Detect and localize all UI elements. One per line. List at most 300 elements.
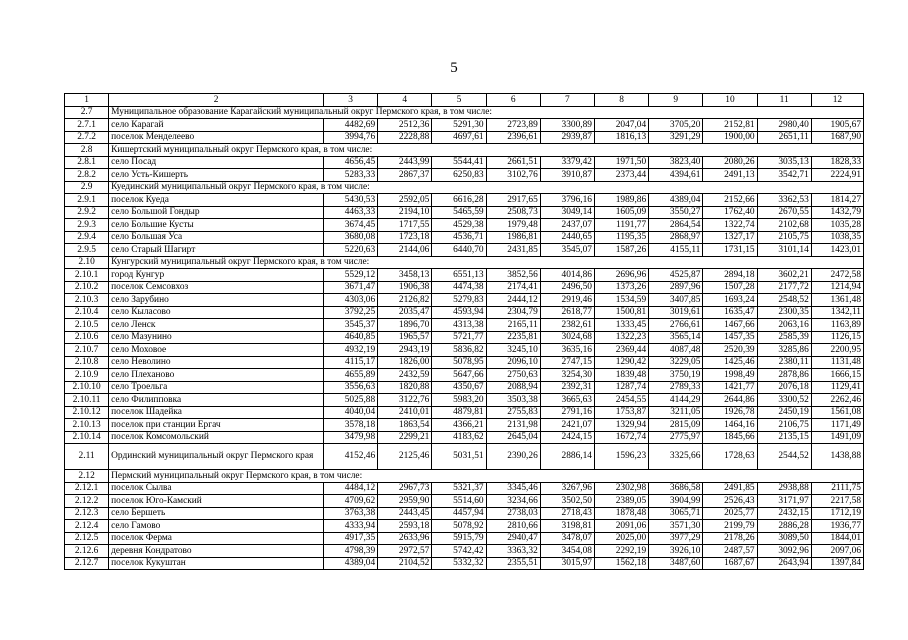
table-row — [65, 306, 864, 319]
value-cell: 6551,13 — [432, 269, 486, 282]
settlement-name: город Кунгур — [109, 269, 324, 282]
value-cell: 1717,55 — [378, 219, 432, 232]
value-cell: 2917,65 — [486, 194, 540, 207]
value-cell: 1753,87 — [594, 406, 648, 419]
value-cell: 2894,18 — [703, 269, 757, 282]
row-code: 2.9.3 — [65, 219, 109, 232]
value-cell: 2304,79 — [486, 306, 540, 319]
settlement-name: село Ленск — [109, 319, 324, 332]
settlement-name: деревня Кондратово — [109, 545, 324, 558]
value-cell: 3019,61 — [649, 306, 703, 319]
value-cell: 2228,88 — [378, 131, 432, 144]
table-row — [65, 381, 864, 394]
value-cell: 1467,66 — [703, 319, 757, 332]
value-cell: 2815,09 — [649, 419, 703, 432]
value-cell: 2392,31 — [540, 381, 594, 394]
value-cell: 2217,58 — [811, 495, 863, 508]
section-row — [65, 470, 864, 483]
value-cell: 2025,77 — [703, 507, 757, 520]
value-cell: 1195,35 — [594, 231, 648, 244]
row-code: 2.9.5 — [65, 244, 109, 257]
value-cell: 2919,46 — [540, 294, 594, 307]
value-cell: 2670,55 — [757, 206, 811, 219]
value-cell: 4350,67 — [432, 381, 486, 394]
value-cell: 2544,52 — [757, 444, 811, 470]
value-cell: 2633,96 — [378, 532, 432, 545]
value-cell: 3545,37 — [323, 319, 377, 332]
value-cell: 1131,48 — [811, 356, 863, 369]
value-cell: 1290,42 — [594, 356, 648, 369]
value-cell: 2080,26 — [703, 156, 757, 169]
value-cell: 2292,19 — [594, 545, 648, 558]
value-cell: 1839,48 — [594, 369, 648, 382]
value-cell: 2262,46 — [811, 394, 863, 407]
value-cell: 1814,27 — [811, 194, 863, 207]
settlement-name: село Бершеть — [109, 507, 324, 520]
value-cell: 4155,11 — [649, 244, 703, 257]
value-cell: 3300,89 — [540, 119, 594, 132]
value-cell: 2643,94 — [757, 557, 811, 570]
value-cell: 1926,78 — [703, 406, 757, 419]
value-cell: 3680,08 — [323, 231, 377, 244]
row-code: 2.12.6 — [65, 545, 109, 558]
value-cell: 3487,60 — [649, 557, 703, 570]
table-row — [65, 244, 864, 257]
value-cell: 1361,48 — [811, 294, 863, 307]
value-cell: 2174,41 — [486, 281, 540, 294]
value-cell: 2938,88 — [757, 482, 811, 495]
value-cell: 2450,19 — [757, 406, 811, 419]
value-cell: 4482,69 — [323, 119, 377, 132]
settlement-name: село Старый Шагирт — [109, 244, 324, 257]
value-cell: 2443,45 — [378, 507, 432, 520]
value-cell: 5836,82 — [432, 344, 486, 357]
value-cell: 1605,09 — [594, 206, 648, 219]
row-code: 2.12.5 — [65, 532, 109, 545]
value-cell: 3024,68 — [540, 331, 594, 344]
value-cell: 2111,75 — [811, 482, 863, 495]
value-cell: 2177,72 — [757, 281, 811, 294]
value-cell: 2810,66 — [486, 520, 540, 533]
settlement-name: село Большие Кусты — [109, 219, 324, 232]
value-cell: 2967,73 — [378, 482, 432, 495]
value-cell: 3479,98 — [323, 431, 377, 444]
value-cell: 4484,12 — [323, 482, 377, 495]
value-cell: 2421,07 — [540, 419, 594, 432]
value-cell: 2651,11 — [757, 131, 811, 144]
value-cell: 2718,43 — [540, 507, 594, 520]
value-cell: 6440,70 — [432, 244, 486, 257]
value-cell: 3211,05 — [649, 406, 703, 419]
row-code: 2.7.1 — [65, 119, 109, 132]
value-cell: 2076,18 — [757, 381, 811, 394]
settlement-name: село Плеханово — [109, 369, 324, 382]
value-cell: 2380,11 — [757, 356, 811, 369]
value-cell: 1191,77 — [594, 219, 648, 232]
column-header: 7 — [540, 94, 594, 107]
value-cell: 2526,43 — [703, 495, 757, 508]
value-cell: 3571,30 — [649, 520, 703, 533]
row-code: 2.12.4 — [65, 520, 109, 533]
section-row — [65, 106, 864, 119]
row-code: 2.8.1 — [65, 156, 109, 169]
value-cell: 2454,55 — [594, 394, 648, 407]
value-cell: 2644,86 — [703, 394, 757, 407]
value-cell: 2943,19 — [378, 344, 432, 357]
column-header: 12 — [811, 94, 863, 107]
table-row — [65, 119, 864, 132]
value-cell: 4183,62 — [432, 431, 486, 444]
value-cell: 2199,79 — [703, 520, 757, 533]
settlement-name: поселок Ферма — [109, 532, 324, 545]
value-cell: 5279,83 — [432, 294, 486, 307]
settlement-name: село Зарубино — [109, 294, 324, 307]
table-row — [65, 344, 864, 357]
value-cell: 3102,76 — [486, 169, 540, 182]
value-cell: 1965,57 — [378, 331, 432, 344]
row-code: 2.9 — [65, 181, 109, 194]
section-title: Куединский муниципальный округ Пермского края, в том числе: — [109, 181, 864, 194]
header-row — [65, 94, 864, 107]
value-cell: 2178,26 — [703, 532, 757, 545]
value-cell: 4474,38 — [432, 281, 486, 294]
value-cell: 2102,68 — [757, 219, 811, 232]
value-cell: 2520,39 — [703, 344, 757, 357]
value-cell: 3556,63 — [323, 381, 377, 394]
value-cell: 4879,81 — [432, 406, 486, 419]
section-row — [65, 144, 864, 157]
value-cell: 3345,46 — [486, 482, 540, 495]
value-cell: 3015,97 — [540, 557, 594, 570]
value-cell: 1333,45 — [594, 319, 648, 332]
value-cell: 2135,15 — [757, 431, 811, 444]
value-cell: 2096,10 — [486, 356, 540, 369]
value-cell: 1687,90 — [811, 131, 863, 144]
value-cell: 5078,92 — [432, 520, 486, 533]
value-cell: 1712,19 — [811, 507, 863, 520]
value-cell: 2302,98 — [594, 482, 648, 495]
value-cell: 3686,58 — [649, 482, 703, 495]
value-cell: 5742,42 — [432, 545, 486, 558]
value-cell: 2440,65 — [540, 231, 594, 244]
value-cell: 1826,00 — [378, 356, 432, 369]
value-cell: 2723,89 — [486, 119, 540, 132]
settlement-name: поселок Менделеево — [109, 131, 324, 144]
table-row — [65, 419, 864, 432]
row-code: 2.10.13 — [65, 419, 109, 432]
value-cell: 3254,30 — [540, 369, 594, 382]
row-code: 2.10.6 — [65, 331, 109, 344]
value-cell: 3602,21 — [757, 269, 811, 282]
row-code: 2.12.7 — [65, 557, 109, 570]
row-code: 2.7.2 — [65, 131, 109, 144]
settlement-name: поселок Шадейка — [109, 406, 324, 419]
value-cell: 1672,74 — [594, 431, 648, 444]
value-cell: 3674,45 — [323, 219, 377, 232]
value-cell: 2548,52 — [757, 294, 811, 307]
table-row — [65, 219, 864, 232]
section-title: Пермский муниципальный округ Пермского края, в том числе: — [109, 470, 864, 483]
value-cell: 2424,15 — [540, 431, 594, 444]
value-cell: 2373,44 — [594, 169, 648, 182]
settlement-name: поселок Куеда — [109, 194, 324, 207]
value-cell: 1828,33 — [811, 156, 863, 169]
table-row — [65, 557, 864, 570]
value-cell: 2696,96 — [594, 269, 648, 282]
table-row — [65, 194, 864, 207]
value-cell: 3977,29 — [649, 532, 703, 545]
row-code: 2.10.7 — [65, 344, 109, 357]
value-cell: 3198,81 — [540, 520, 594, 533]
value-cell: 2972,57 — [378, 545, 432, 558]
table-row — [65, 169, 864, 182]
value-cell: 1971,50 — [594, 156, 648, 169]
value-cell: 4640,85 — [323, 331, 377, 344]
row-code: 2.9.1 — [65, 194, 109, 207]
settlement-name: село Троельга — [109, 381, 324, 394]
value-cell: 2738,03 — [486, 507, 540, 520]
value-cell: 1587,26 — [594, 244, 648, 257]
value-cell: 5291,30 — [432, 119, 486, 132]
row-code: 2.10 — [65, 256, 109, 269]
value-cell: 1900,00 — [703, 131, 757, 144]
value-cell: 4932,19 — [323, 344, 377, 357]
row-code: 2.10.2 — [65, 281, 109, 294]
value-cell: 2897,96 — [649, 281, 703, 294]
value-cell: 5283,33 — [323, 169, 377, 182]
value-cell: 1936,77 — [811, 520, 863, 533]
value-cell: 3823,40 — [649, 156, 703, 169]
value-cell: 3407,85 — [649, 294, 703, 307]
value-cell: 2592,05 — [378, 194, 432, 207]
settlement-name: поселок Сылва — [109, 482, 324, 495]
value-cell: 4536,71 — [432, 231, 486, 244]
row-code: 2.9.4 — [65, 231, 109, 244]
row-code: 2.10.3 — [65, 294, 109, 307]
value-cell: 2144,06 — [378, 244, 432, 257]
page-number: 5 — [450, 60, 458, 76]
value-cell: 3101,14 — [757, 244, 811, 257]
value-cell: 6250,83 — [432, 169, 486, 182]
value-cell: 2491,85 — [703, 482, 757, 495]
value-cell: 5220,63 — [323, 244, 377, 257]
settlement-name: село Большая Уса — [109, 231, 324, 244]
value-cell: 3994,76 — [323, 131, 377, 144]
value-cell: 3852,56 — [486, 269, 540, 282]
value-cell: 3458,13 — [378, 269, 432, 282]
value-cell: 1562,18 — [594, 557, 648, 570]
value-cell: 3285,86 — [757, 344, 811, 357]
table-row — [65, 369, 864, 382]
value-cell: 2369,44 — [594, 344, 648, 357]
column-header: 3 — [323, 94, 377, 107]
value-cell: 1998,49 — [703, 369, 757, 382]
value-cell: 4389,04 — [649, 194, 703, 207]
value-cell: 2300,35 — [757, 306, 811, 319]
value-cell: 3454,08 — [540, 545, 594, 558]
value-cell: 2508,73 — [486, 206, 540, 219]
value-cell: 3291,29 — [649, 131, 703, 144]
value-cell: 3171,97 — [757, 495, 811, 508]
settlement-name: село Филипповка — [109, 394, 324, 407]
value-cell: 5025,88 — [323, 394, 377, 407]
value-cell: 4529,38 — [432, 219, 486, 232]
value-cell: 2194,10 — [378, 206, 432, 219]
value-cell: 3565,14 — [649, 331, 703, 344]
table-body — [65, 94, 864, 570]
value-cell: 2035,47 — [378, 306, 432, 319]
value-cell: 2355,51 — [486, 557, 540, 570]
value-cell: 4656,45 — [323, 156, 377, 169]
value-cell: 2165,11 — [486, 319, 540, 332]
column-header: 1 — [65, 94, 109, 107]
value-cell: 1878,48 — [594, 507, 648, 520]
value-cell: 2105,75 — [757, 231, 811, 244]
settlement-name: поселок Юго-Камский — [109, 495, 324, 508]
value-cell: 5544,41 — [432, 156, 486, 169]
value-cell: 2512,36 — [378, 119, 432, 132]
settlement-name: поселок Семсовхоз — [109, 281, 324, 294]
value-cell: 3542,71 — [757, 169, 811, 182]
settlement-name: село Усть-Кишерть — [109, 169, 324, 182]
settlement-name: село Мазунино — [109, 331, 324, 344]
value-cell: 4303,06 — [323, 294, 377, 307]
section-title: Кунгурский муниципальный округ Пермского края, в том числе: — [109, 256, 864, 269]
table-row — [65, 319, 864, 332]
row-code: 2.10.12 — [65, 406, 109, 419]
value-cell: 3635,16 — [540, 344, 594, 357]
value-cell: 2396,61 — [486, 131, 540, 144]
value-cell: 1635,47 — [703, 306, 757, 319]
value-cell: 2867,37 — [378, 169, 432, 182]
value-cell: 1322,74 — [703, 219, 757, 232]
value-cell: 2789,33 — [649, 381, 703, 394]
row-code: 2.10.4 — [65, 306, 109, 319]
column-header: 10 — [703, 94, 757, 107]
value-cell: 4389,04 — [323, 557, 377, 570]
value-cell: 2047,04 — [594, 119, 648, 132]
value-cell: 4087,48 — [649, 344, 703, 357]
value-cell: 2886,14 — [540, 444, 594, 470]
value-cell: 1561,08 — [811, 406, 863, 419]
value-cell: 3267,96 — [540, 482, 594, 495]
tariff-table — [64, 93, 864, 570]
value-cell: 2487,57 — [703, 545, 757, 558]
section-title: Кишертский муниципальный округ Пермского края, в том числе: — [109, 144, 864, 157]
value-cell: 1816,13 — [594, 131, 648, 144]
value-cell: 3300,52 — [757, 394, 811, 407]
value-cell: 3325,66 — [649, 444, 703, 470]
value-cell: 4917,35 — [323, 532, 377, 545]
value-cell: 3545,07 — [540, 244, 594, 257]
settlement-name: поселок при станции Ергач — [109, 419, 324, 432]
table-row — [65, 444, 864, 470]
value-cell: 2097,06 — [811, 545, 863, 558]
column-header: 4 — [378, 94, 432, 107]
column-header: 5 — [432, 94, 486, 107]
value-cell: 6616,28 — [432, 194, 486, 207]
value-cell: 2390,26 — [486, 444, 540, 470]
table-row — [65, 431, 864, 444]
value-cell: 2131,98 — [486, 419, 540, 432]
value-cell: 4709,62 — [323, 495, 377, 508]
value-cell: 2747,15 — [540, 356, 594, 369]
value-cell: 2980,40 — [757, 119, 811, 132]
section-title: Муниципальное образование Карагайский муниципальный округ Пермского края, в том числе: — [109, 106, 864, 119]
table-row — [65, 206, 864, 219]
value-cell: 2755,83 — [486, 406, 540, 419]
row-code: 2.10.11 — [65, 394, 109, 407]
table-row — [65, 231, 864, 244]
value-cell: 3796,16 — [540, 194, 594, 207]
value-cell: 2472,58 — [811, 269, 863, 282]
value-cell: 1438,88 — [811, 444, 863, 470]
value-cell: 3502,50 — [540, 495, 594, 508]
value-cell: 1845,66 — [703, 431, 757, 444]
value-cell: 3792,25 — [323, 306, 377, 319]
value-cell: 2432,15 — [757, 507, 811, 520]
value-cell: 3578,18 — [323, 419, 377, 432]
value-cell: 4366,21 — [432, 419, 486, 432]
value-cell: 1421,77 — [703, 381, 757, 394]
table-row — [65, 545, 864, 558]
row-code: 2.12 — [65, 470, 109, 483]
value-cell: 5332,32 — [432, 557, 486, 570]
value-cell: 3065,71 — [649, 507, 703, 520]
value-cell: 5078,95 — [432, 356, 486, 369]
value-cell: 5031,51 — [432, 444, 486, 470]
value-cell: 5915,79 — [432, 532, 486, 545]
value-cell: 1989,86 — [594, 194, 648, 207]
settlement-name: село Гамово — [109, 520, 324, 533]
value-cell: 3550,27 — [649, 206, 703, 219]
row-code: 2.12.3 — [65, 507, 109, 520]
value-cell: 2444,12 — [486, 294, 540, 307]
table-row — [65, 131, 864, 144]
table-row — [65, 532, 864, 545]
column-header: 2 — [109, 94, 324, 107]
section-row — [65, 181, 864, 194]
value-cell: 2200,95 — [811, 344, 863, 357]
value-cell: 1693,24 — [703, 294, 757, 307]
value-cell: 4798,39 — [323, 545, 377, 558]
row-code: 2.10.10 — [65, 381, 109, 394]
value-cell: 3910,87 — [540, 169, 594, 182]
value-cell: 2125,46 — [378, 444, 432, 470]
column-header: 8 — [594, 94, 648, 107]
table-row — [65, 495, 864, 508]
row-code: 2.7 — [65, 106, 109, 119]
value-cell: 1723,18 — [378, 231, 432, 244]
value-cell: 2437,07 — [540, 219, 594, 232]
value-cell: 5430,53 — [323, 194, 377, 207]
value-cell: 4463,33 — [323, 206, 377, 219]
row-code: 2.12.2 — [65, 495, 109, 508]
value-cell: 4655,89 — [323, 369, 377, 382]
value-cell: 2864,54 — [649, 219, 703, 232]
value-cell: 1844,01 — [811, 532, 863, 545]
value-cell: 2224,91 — [811, 169, 863, 182]
settlement-name: село Посад — [109, 156, 324, 169]
value-cell: 1322,23 — [594, 331, 648, 344]
column-header: 11 — [757, 94, 811, 107]
value-cell: 4313,38 — [432, 319, 486, 332]
section-row — [65, 256, 864, 269]
value-cell: 2443,99 — [378, 156, 432, 169]
row-code: 2.9.2 — [65, 206, 109, 219]
value-cell: 4014,86 — [540, 269, 594, 282]
value-cell: 2491,13 — [703, 169, 757, 182]
